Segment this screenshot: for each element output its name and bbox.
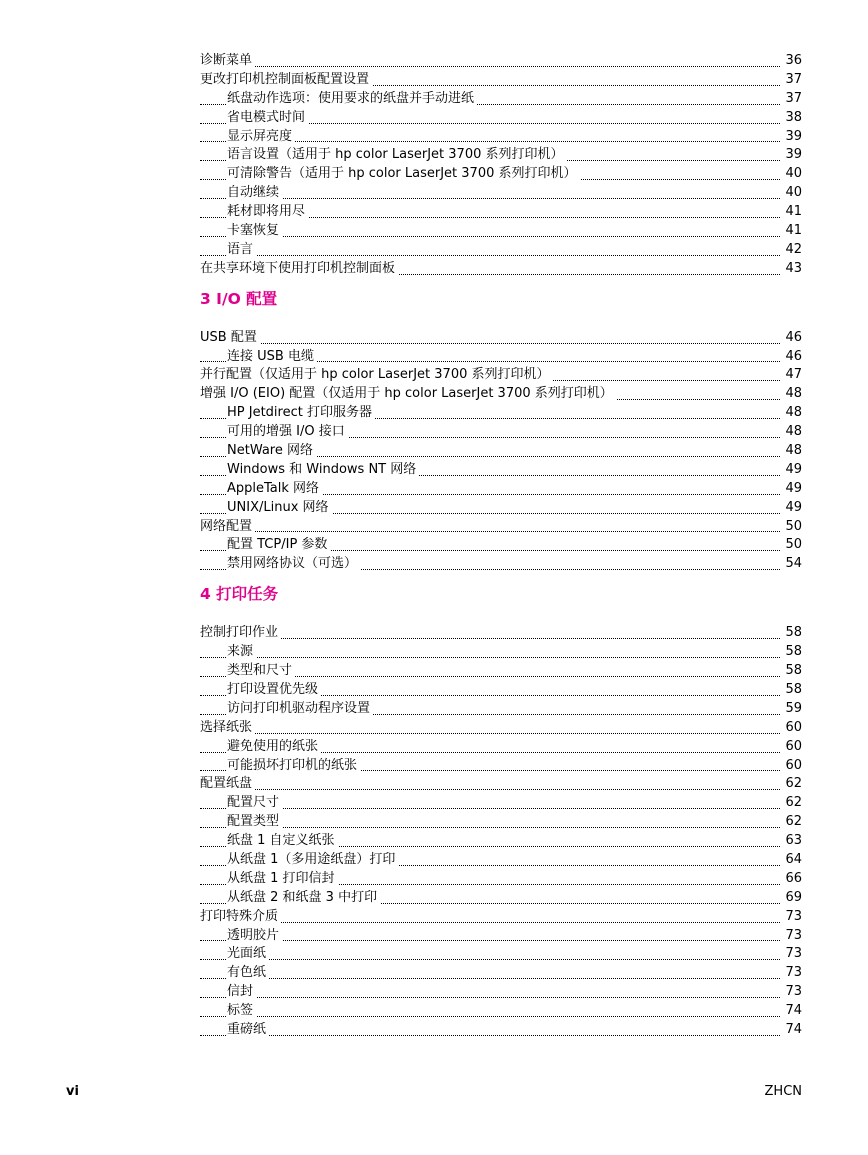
dot-leader [200, 997, 780, 998]
toc-entry[interactable] [200, 662, 802, 681]
toc-entry-page: 40 [783, 165, 802, 184]
toc-entry[interactable] [200, 329, 802, 348]
toc-entry[interactable] [200, 165, 802, 184]
toc-entry-page: 39 [783, 128, 802, 147]
toc-entry-title: UNIX/Linux 网络 [227, 500, 332, 515]
toc-entry[interactable] [200, 442, 802, 461]
toc-entry-page: 63 [783, 832, 802, 851]
toc-entry-page: 58 [783, 681, 802, 700]
toc-entry-page: 62 [783, 775, 802, 794]
toc-entry-title: 控制打印作业 [200, 625, 281, 640]
toc-entry-title: 可能损坏打印机的纸张 [227, 758, 360, 773]
toc-entry-page: 50 [783, 536, 802, 555]
toc-entry-title: 从纸盘 2 和纸盘 3 中打印 [227, 890, 380, 905]
toc-entry-page: 59 [783, 700, 802, 719]
toc-entry[interactable] [200, 499, 802, 518]
toc-entry-page: 73 [783, 908, 802, 927]
toc-entry-page: 58 [783, 624, 802, 643]
dot-leader [200, 638, 780, 639]
toc-entry-title: 禁用网络协议（可选） [227, 556, 360, 571]
toc-entry-page: 43 [783, 260, 802, 279]
toc-entry-page: 37 [783, 90, 802, 109]
page-number: vi [66, 1084, 79, 1099]
dot-leader [200, 236, 780, 237]
toc-entry-page: 47 [783, 366, 802, 385]
toc-entry[interactable] [200, 71, 802, 90]
toc-entry[interactable] [200, 241, 802, 260]
toc-entry-page: 49 [783, 480, 802, 499]
toc-entry-title: 在共享环境下使用打印机控制面板 [200, 261, 398, 276]
toc-entry-title: 网络配置 [200, 519, 255, 534]
toc-entry[interactable] [200, 203, 802, 222]
toc-entry-title: 语言设置（适用于 hp color LaserJet 3700 系列打印机） [227, 147, 567, 162]
toc-entry-page: 54 [783, 555, 802, 574]
toc-entry-title: Windows 和 Windows NT 网络 [227, 462, 419, 477]
toc-entry-page: 46 [783, 348, 802, 367]
toc-entry[interactable] [200, 555, 802, 574]
toc-entry-page: 50 [783, 518, 802, 537]
toc-entry[interactable] [200, 518, 802, 537]
toc-entry-title: 重磅纸 [227, 1022, 269, 1037]
toc-entry-title: 诊断菜单 [200, 53, 255, 68]
toc-entry-title: 有色纸 [227, 965, 269, 980]
toc-entry[interactable] [200, 719, 802, 738]
dot-leader [200, 827, 780, 828]
toc-entry-page: 39 [783, 146, 802, 165]
toc-entry-page: 60 [783, 757, 802, 776]
toc-entry-page: 38 [783, 109, 802, 128]
toc-entry-page: 58 [783, 662, 802, 681]
toc-entry-page: 74 [783, 1002, 802, 1021]
toc-entry[interactable] [200, 184, 802, 203]
toc-entry-title: 耗材即将用尽 [227, 204, 308, 219]
toc-entry[interactable] [200, 643, 802, 662]
toc-entry-title: 配置类型 [227, 814, 282, 829]
toc-entry[interactable] [200, 52, 802, 71]
toc-entry-title: 自动继续 [227, 185, 282, 200]
toc-entry-page: 62 [783, 813, 802, 832]
toc-entry-title: 更改打印机控制面板配置设置 [200, 72, 372, 87]
toc-entry-title: 并行配置（仅适用于 hp color LaserJet 3700 系列打印机） [200, 367, 553, 382]
toc-entry[interactable] [200, 366, 802, 385]
toc-entry-page: 58 [783, 643, 802, 662]
toc-entry[interactable] [200, 832, 802, 851]
dot-leader [200, 922, 780, 923]
toc-entry-title: 配置尺寸 [227, 795, 282, 810]
toc-entry-title: 显示屏亮度 [227, 129, 295, 144]
toc-entry[interactable] [200, 757, 802, 776]
toc-entry[interactable] [200, 348, 802, 367]
toc-entry-title: 光面纸 [227, 946, 269, 961]
toc-entry[interactable] [200, 889, 802, 908]
toc-entry-page: 42 [783, 241, 802, 260]
toc-entry[interactable] [200, 90, 802, 109]
toc-entry-title: AppleTalk 网络 [227, 481, 322, 496]
toc-entry-title: 从纸盘 1（多用途纸盘）打印 [227, 852, 398, 867]
toc-entry-title: 纸盘动作选项：使用要求的纸盘并手动进纸 [227, 91, 477, 106]
table-of-contents [200, 52, 802, 1040]
dot-leader [200, 940, 780, 941]
dot-leader [200, 343, 780, 344]
toc-entry-page: 40 [783, 184, 802, 203]
chapter-heading: 3 I/O 配置 [200, 289, 278, 308]
toc-entry-page: 48 [783, 423, 802, 442]
toc-entry-title: 纸盘 1 自定义纸张 [227, 833, 338, 848]
toc-entry-page: 48 [783, 385, 802, 404]
toc-entry-title: 打印设置优先级 [227, 682, 321, 697]
toc-entry[interactable] [200, 927, 802, 946]
toc-entry-title: 避免使用的纸张 [227, 739, 321, 754]
toc-entry[interactable] [200, 260, 802, 279]
dot-leader [200, 733, 780, 734]
toc-entry[interactable] [200, 128, 802, 147]
toc-entry-page: 66 [783, 870, 802, 889]
toc-entry[interactable] [200, 945, 802, 964]
toc-entry[interactable] [200, 700, 802, 719]
toc-entry-title: 访问打印机驱动程序设置 [227, 701, 373, 716]
toc-entry-title: 从纸盘 1 打印信封 [227, 871, 338, 886]
dot-leader [200, 959, 780, 960]
toc-entry-title: 卡塞恢复 [227, 223, 282, 238]
toc-entry[interactable] [200, 109, 802, 128]
toc-entry[interactable] [200, 813, 802, 832]
dot-leader [200, 657, 780, 658]
toc-entry-title: 可清除警告（适用于 hp color LaserJet 3700 系列打印机） [227, 166, 580, 181]
toc-entry[interactable] [200, 851, 802, 870]
toc-entry[interactable] [200, 624, 802, 643]
toc-entry[interactable] [200, 222, 802, 241]
toc-entry-title: 标签 [227, 1003, 256, 1018]
dot-leader [200, 531, 780, 532]
toc-entry-page: 41 [783, 222, 802, 241]
toc-entry[interactable] [200, 461, 802, 480]
toc-entry-title: 语言 [227, 242, 256, 257]
toc-entry-page: 48 [783, 404, 802, 423]
toc-entry-page: 49 [783, 499, 802, 518]
toc-entry[interactable] [200, 1002, 802, 1021]
toc-entry[interactable] [200, 908, 802, 927]
dot-leader [200, 978, 780, 979]
toc-entry-page: 73 [783, 983, 802, 1002]
toc-entry[interactable] [200, 385, 802, 404]
toc-entry-page: 64 [783, 851, 802, 870]
toc-entry-title: 配置 TCP/IP 参数 [227, 537, 330, 552]
toc-entry-page: 37 [783, 71, 802, 90]
dot-leader [200, 1016, 780, 1017]
toc-entry-title: 信封 [227, 984, 256, 999]
toc-entry[interactable] [200, 738, 802, 757]
toc-entry[interactable] [200, 681, 802, 700]
toc-entry-page: 69 [783, 889, 802, 908]
toc-entry[interactable] [200, 1021, 802, 1040]
toc-entry-title: 配置纸盘 [200, 776, 255, 791]
toc-entry-title: 打印特殊介质 [200, 909, 281, 924]
dot-leader [200, 789, 780, 790]
toc-entry-title: 增强 I/O (EIO) 配置（仅适用于 hp color LaserJet 3700 系列打印机） [200, 386, 616, 401]
toc-entry[interactable] [200, 404, 802, 423]
toc-entry-page: 62 [783, 794, 802, 813]
toc-entry-page: 48 [783, 442, 802, 461]
toc-entry-page: 46 [783, 329, 802, 348]
toc-entry-page: 73 [783, 927, 802, 946]
toc-entry-title: 类型和尺寸 [227, 663, 295, 678]
toc-entry-page: 36 [783, 52, 802, 71]
toc-entry-page: 73 [783, 945, 802, 964]
toc-entry-title: 选择纸张 [200, 720, 255, 735]
toc-entry[interactable] [200, 983, 802, 1002]
dot-leader [200, 1035, 780, 1036]
toc-entry-page: 41 [783, 203, 802, 222]
language-code: ZHCN [764, 1084, 802, 1099]
toc-entry[interactable] [200, 423, 802, 442]
dot-leader [200, 808, 780, 809]
toc-entry[interactable] [200, 146, 802, 165]
toc-entry[interactable] [200, 870, 802, 889]
toc-entry-title: 省电模式时间 [227, 110, 308, 125]
toc-entry-title: 来源 [227, 644, 256, 659]
toc-entry-page: 60 [783, 738, 802, 757]
toc-entry-title: 透明胶片 [227, 928, 282, 943]
toc-entry-title: NetWare 网络 [227, 443, 316, 458]
dot-leader [200, 255, 780, 256]
toc-entry-title: 可用的增强 I/O 接口 [227, 424, 348, 439]
toc-entry-page: 49 [783, 461, 802, 480]
toc-entry-title: 连接 USB 电缆 [227, 349, 317, 364]
toc-entry[interactable] [200, 480, 802, 499]
toc-entry-page: 74 [783, 1021, 802, 1040]
toc-entry[interactable] [200, 794, 802, 813]
toc-entry[interactable] [200, 775, 802, 794]
toc-entry-page: 60 [783, 719, 802, 738]
dot-leader [200, 66, 780, 67]
toc-entry-title: USB 配置 [200, 330, 260, 345]
chapter-heading: 4 打印任务 [200, 585, 279, 604]
dot-leader [200, 198, 780, 199]
toc-entry[interactable] [200, 536, 802, 555]
toc-entry-page: 73 [783, 964, 802, 983]
toc-entry-title: HP Jetdirect 打印服务器 [227, 405, 375, 420]
toc-entry[interactable] [200, 964, 802, 983]
